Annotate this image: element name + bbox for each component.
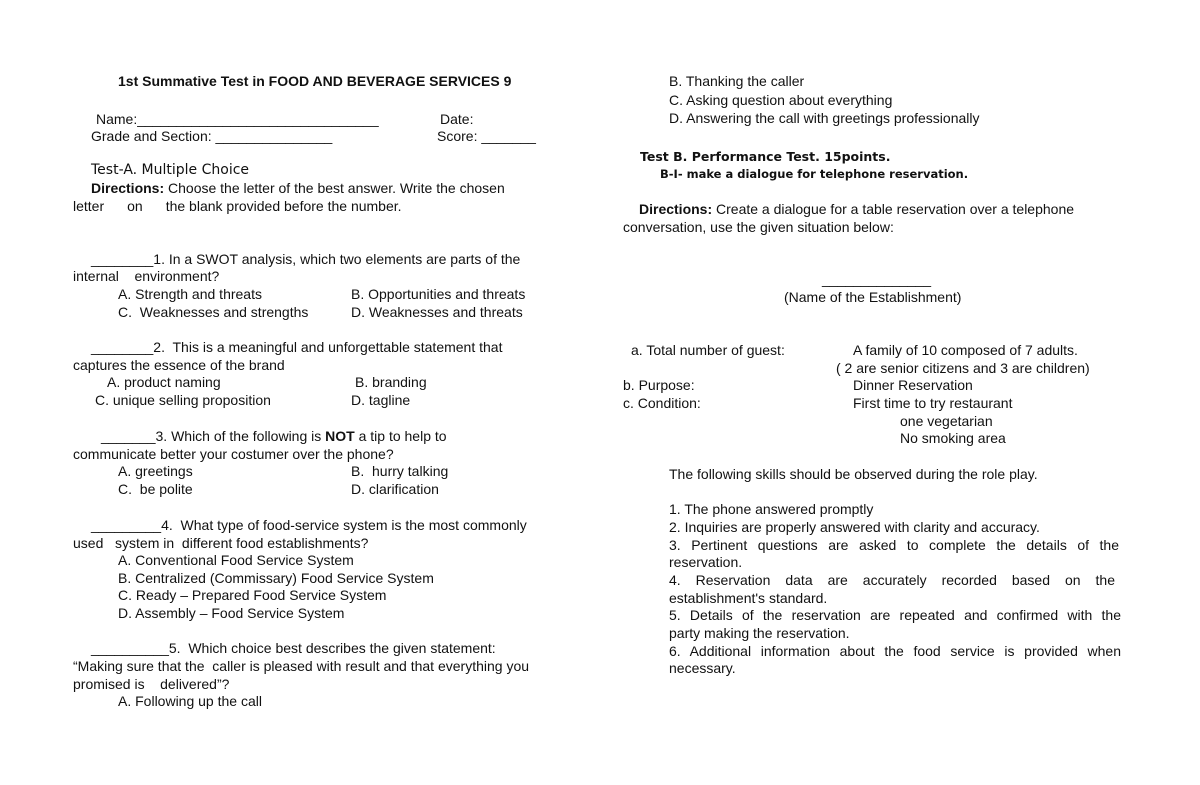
situation-c-value-3: No smoking area xyxy=(900,430,1006,446)
skills-intro: The following skills should be observed during the role play. xyxy=(669,466,1038,482)
establishment-label: (Name of the Establishment) xyxy=(784,289,962,305)
test-b-directions-line2: conversation, use the given situation below: xyxy=(623,219,894,235)
q3-option-a: A. greetings xyxy=(118,463,193,479)
skill-line: 5. Details of the reservation are repeated and confirmed with the xyxy=(669,607,1121,623)
q2-option-c: C. unique selling proposition xyxy=(95,392,271,408)
skill-line: necessary. xyxy=(669,660,736,676)
q3-option-d: D. clarification xyxy=(351,481,439,497)
situation-b-value: Dinner Reservation xyxy=(853,377,973,393)
q5-option-a: A. Following up the call xyxy=(118,693,262,709)
test-a-heading: Test-A. Multiple Choice xyxy=(91,162,250,178)
q1-option-d: D. Weaknesses and threats xyxy=(351,304,523,320)
question-4-stem: _________4. What type of food-service system is the most commonly xyxy=(91,517,527,533)
q4-option-a: A. Conventional Food Service System xyxy=(118,552,354,568)
question-3-stem-cont: communicate better your costumer over the phone? xyxy=(73,446,394,462)
q3-option-c: C. be polite xyxy=(118,481,193,497)
situation-c-value: First time to try restaurant xyxy=(853,395,1013,411)
q2-option-a: A. product naming xyxy=(107,374,221,390)
q5-option-b: B. Thanking the caller xyxy=(669,73,805,89)
q1-option-c: C. Weaknesses and strengths xyxy=(118,304,309,320)
question-5-quote: “Making sure that the caller is pleased with result and that everything you xyxy=(73,658,530,674)
q1-option-b: B. Opportunities and threats xyxy=(351,286,526,302)
q4-option-c: C. Ready – Prepared Food Service System xyxy=(118,587,387,603)
test-a-directions-line1: Directions: Choose the letter of the best answer. Write the chosen xyxy=(91,180,505,196)
skill-line: 1. The phone answered promptly xyxy=(669,501,874,517)
test-a-directions-line2: letter on the blank provided before the number. xyxy=(73,198,402,214)
question-5-quote-cont: promised is delivered”? xyxy=(73,676,230,692)
skill-line: 2. Inquiries are properly answered with clarity and accuracy. xyxy=(669,519,1040,535)
directions-label: Directions: xyxy=(91,180,165,196)
situation-a-value: A family of 10 composed of 7 adults. xyxy=(853,342,1078,358)
date-label: Date: xyxy=(440,111,474,127)
question-2-stem: ________2. This is a meaningful and unforgettable statement that xyxy=(91,339,503,355)
skill-line: establishment's standard. xyxy=(669,590,828,606)
situation-a-value-cont: ( 2 are senior citizens and 3 are children) xyxy=(836,360,1090,376)
grade-section-field: Grade and Section: _______________ xyxy=(91,128,333,144)
q1-option-a: A. Strength and threats xyxy=(118,286,262,302)
question-2-stem-cont: captures the essence of the brand xyxy=(73,357,285,373)
test-title: 1st Summative Test in FOOD AND BEVERAGE SERVICES 9 xyxy=(118,73,512,89)
skill-line: reservation. xyxy=(669,554,743,570)
situation-b-label: b. Purpose: xyxy=(623,377,695,393)
establishment-blank: ______________ xyxy=(822,271,932,287)
q5-option-d: D. Answering the call with greetings professionally xyxy=(669,110,980,126)
skill-line: 3. Pertinent questions are asked to complete the details of the xyxy=(669,537,1119,553)
q2-option-d: D. tagline xyxy=(351,392,411,408)
question-1-stem: ________1. In a SWOT analysis, which two elements are parts of the xyxy=(91,251,521,267)
skill-line: 4. Reservation data are accurately recorded based on the xyxy=(669,572,1115,588)
directions-label: Directions: xyxy=(639,201,713,217)
q3-option-b: B. hurry talking xyxy=(351,463,449,479)
q2-option-b: B. branding xyxy=(355,374,427,390)
q5-option-c: C. Asking question about everything xyxy=(669,92,893,108)
situation-c-value-2: one vegetarian xyxy=(900,413,993,429)
test-b-heading: Test B. Performance Test. 15points. xyxy=(640,149,891,164)
question-5-stem: __________5. Which choice best describes the given statement: xyxy=(91,640,496,656)
name-field: Name:_______________________________ xyxy=(96,111,379,127)
q4-option-b: B. Centralized (Commissary) Food Service System xyxy=(118,570,434,586)
test-b-subheading: B-I- make a dialogue for telephone reservation. xyxy=(660,167,969,181)
situation-c-label: c. Condition: xyxy=(623,395,701,411)
question-4-stem-cont: used system in different food establishments? xyxy=(73,535,369,551)
question-1-stem-cont: internal environment? xyxy=(73,268,220,284)
skill-line: 6. Additional information about the food service is provided when xyxy=(669,643,1121,659)
situation-a-label: a. Total number of guest: xyxy=(631,342,785,358)
skill-line: party making the reservation. xyxy=(669,625,850,641)
test-b-directions-line1: Directions: Create a dialogue for a table reservation over a telephone xyxy=(639,201,1075,217)
q4-option-d: D. Assembly – Food Service System xyxy=(118,605,345,621)
score-field: Score: _______ xyxy=(437,128,536,144)
question-3-stem: _______3. Which of the following is NOT a tip to help to xyxy=(101,428,447,444)
